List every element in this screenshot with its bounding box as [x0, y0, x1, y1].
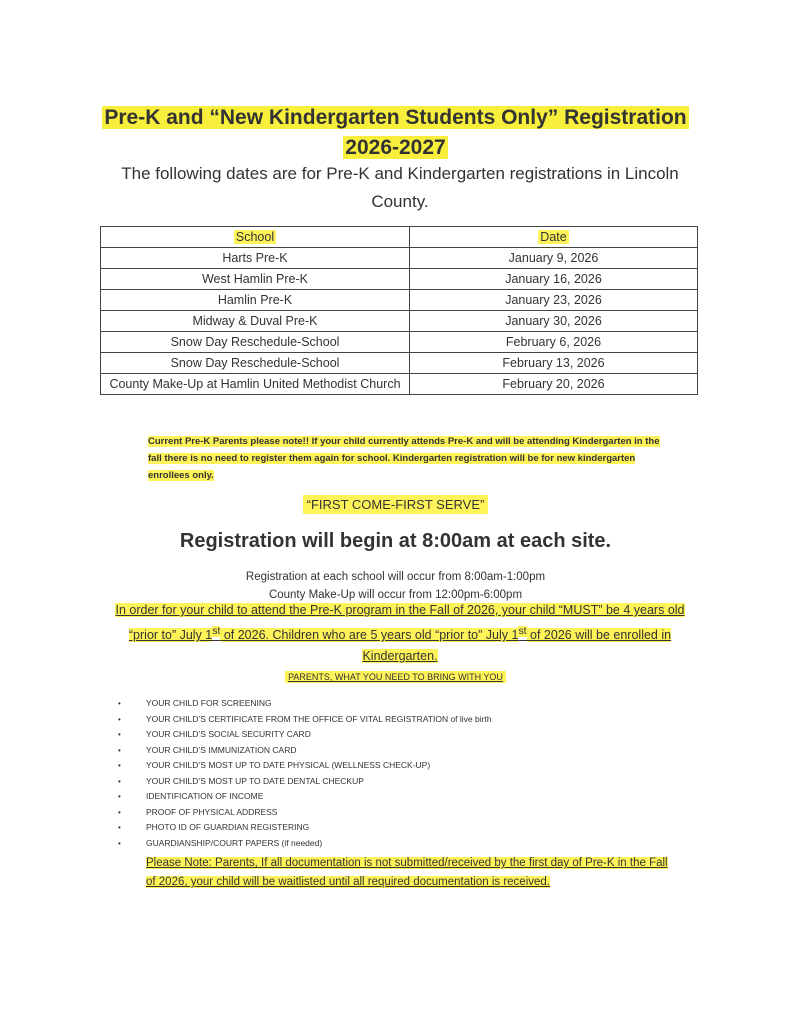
- times-line-2: County Make-Up will occur from 12:00pm-6:00pm: [268, 589, 523, 601]
- age-sup-2: st: [518, 626, 527, 637]
- table-row: [101, 353, 698, 374]
- table-body: [101, 248, 698, 395]
- school-cell: Harts Pre-K: [101, 248, 410, 269]
- school-cell: Snow Day Reschedule-School: [101, 332, 410, 353]
- list-item: [118, 805, 492, 821]
- school-cell: West Hamlin Pre-K: [101, 269, 410, 290]
- date-cell: January 9, 2026: [410, 248, 698, 269]
- bullet-icon: •: [118, 714, 121, 724]
- header-date-label: Date: [540, 230, 567, 244]
- table-header-row: [101, 227, 698, 248]
- list-item-text: PHOTO ID OF GUARDIAN REGISTERING: [146, 822, 310, 832]
- age-part-3: of 2026 will be enrolled in Kindergarten.: [362, 628, 672, 664]
- list-item-text: YOUR CHILD’S CERTIFICATE FROM THE OFFICE OF VITAL REGISTRATION of live birth: [146, 713, 492, 724]
- bullet-icon: •: [118, 730, 121, 739]
- title-line-2: 2026-2027: [345, 136, 446, 159]
- age-sup-1: st: [212, 626, 221, 637]
- age-part-1: In order for your child to attend the Pre-K program in the Fall of 2026, your child “MUST” be 4 years old “prior to” July 1: [115, 603, 685, 643]
- table-row: [101, 332, 698, 353]
- times-line-1: Registration at each school will occur from 8:00am-1:00pm: [245, 571, 546, 583]
- please-note-text: Please Note: Parents, If all documentation is not submitted/received by the first day of Pre-K in the Fall of 2026, your child will be waitlisted until all required documentation is received.: [146, 857, 668, 888]
- table-row: [101, 311, 698, 332]
- list-item-text: YOUR CHILD’S MOST UP TO DATE DENTAL CHECKUP: [146, 775, 364, 786]
- list-item-text: YOUR CHILD FOR SCREENING: [146, 698, 272, 708]
- current-prek-note-text: Current Pre-K Parents please note!! If your child currently attends Pre-K and will be attending Kindergarten in the fall there is no need to register them again for school. Kindergarten registration will be for new kindergarten enrollees only.: [148, 436, 660, 481]
- table-row: [101, 374, 698, 395]
- school-cell: Midway & Duval Pre-K: [101, 311, 410, 332]
- date-cell: January 23, 2026: [410, 290, 698, 311]
- registration-begin-heading: Registration will begin at 8:00am at each site.: [179, 530, 612, 552]
- school-cell: County Make-Up at Hamlin United Methodist Church: [101, 374, 410, 395]
- list-item: [118, 727, 492, 743]
- school-cell: Hamlin Pre-K: [101, 290, 410, 311]
- page-subtitle-years: [0, 134, 791, 162]
- list-item: [118, 758, 492, 774]
- registration-times: [0, 568, 791, 604]
- date-cell: February 20, 2026: [410, 374, 698, 395]
- list-item-text: IDENTIFICATION OF INCOME: [146, 791, 264, 801]
- bullet-icon: •: [118, 807, 121, 817]
- list-item: [118, 820, 492, 836]
- list-item-text: YOUR CHILD’S IMMUNIZATION CARD: [146, 744, 297, 755]
- bullet-icon: •: [118, 699, 121, 708]
- header-date: [410, 227, 698, 248]
- title-line-1: Pre-K and “New Kindergarten Students Only” Registration: [104, 106, 687, 129]
- parents-heading: [0, 672, 791, 682]
- table-row: [101, 269, 698, 290]
- age-part-2: of 2026. Children who are 5 years old “prior to” July 1: [220, 628, 519, 643]
- current-prek-note: [148, 433, 668, 484]
- list-item: [118, 789, 492, 805]
- date-cell: February 13, 2026: [410, 353, 698, 374]
- registration-table: [100, 226, 698, 395]
- list-item: [118, 743, 492, 759]
- header-school-label: School: [235, 230, 275, 244]
- table-row: [101, 248, 698, 269]
- list-item-text: YOUR CHILD’S MOST UP TO DATE PHYSICAL (WELLNESS CHECK-UP): [146, 760, 431, 770]
- list-item-text: GUARDIANSHIP/COURT PAPERS (if needed): [146, 837, 323, 848]
- school-cell: Snow Day Reschedule-School: [101, 353, 410, 374]
- please-note: [146, 854, 676, 892]
- bullet-icon: •: [118, 823, 121, 832]
- date-cell: January 30, 2026: [410, 311, 698, 332]
- list-item: [118, 696, 492, 712]
- list-item: [118, 836, 492, 852]
- parents-heading-text: PARENTS, WHAT YOU NEED TO BRING WITH YOU: [285, 671, 506, 683]
- slogan-text: “FIRST COME-FIRST SERVE”: [303, 495, 489, 514]
- page-title: [0, 104, 791, 132]
- table-row: [101, 290, 698, 311]
- date-cell: January 16, 2026: [410, 269, 698, 290]
- bullet-icon: •: [118, 792, 121, 801]
- list-item: [118, 774, 492, 790]
- bullet-icon: •: [118, 761, 121, 770]
- date-cell: February 6, 2026: [410, 332, 698, 353]
- first-come-slogan: [0, 497, 791, 512]
- list-item-text: YOUR CHILD’S SOCIAL SECURITY CARD: [146, 729, 311, 739]
- list-item-text: PROOF OF PHYSICAL ADDRESS: [146, 806, 278, 817]
- list-item: [118, 712, 492, 728]
- bullet-icon: •: [118, 776, 121, 786]
- bullet-icon: •: [118, 745, 121, 755]
- intro-text: The following dates are for Pre-K and Kindergarten registrations in Lincoln County.: [121, 164, 679, 211]
- requirements-list: [118, 696, 492, 851]
- header-school: [101, 227, 410, 248]
- age-requirement: [100, 600, 700, 667]
- bullet-icon: •: [118, 838, 121, 848]
